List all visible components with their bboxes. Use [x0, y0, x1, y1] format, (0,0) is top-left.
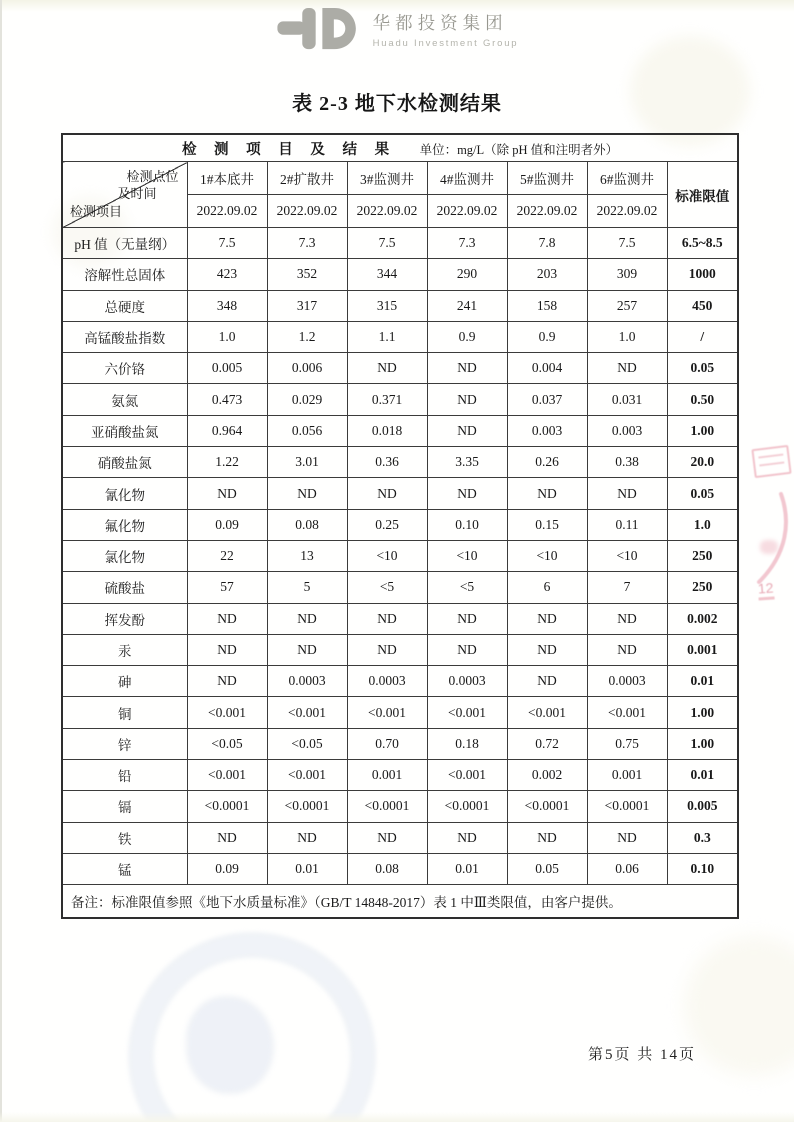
corner-cell: [62, 162, 187, 228]
value-cell: ND: [587, 603, 667, 634]
corner-label-time: 及时间: [117, 186, 157, 201]
value-cell: ND: [347, 822, 427, 853]
value-cell: 0.38: [587, 447, 667, 478]
limit-cell: 0.05: [667, 478, 738, 509]
value-cell: <0.001: [187, 697, 267, 728]
param-cell: 六价铬: [62, 353, 187, 384]
value-cell: 257: [587, 290, 667, 321]
value-cell: 0.11: [587, 509, 667, 540]
value-cell: 0.0003: [587, 666, 667, 697]
value-cell: 0.36: [347, 447, 427, 478]
value-cell: ND: [427, 634, 507, 665]
value-cell: ND: [427, 415, 507, 446]
value-cell: ND: [427, 384, 507, 415]
value-cell: 0.9: [507, 321, 587, 352]
table-row: [62, 791, 738, 822]
value-cell: ND: [187, 822, 267, 853]
scan-bottom-band: [0, 1112, 794, 1122]
value-cell: 5: [267, 572, 347, 603]
value-cell: ND: [507, 822, 587, 853]
value-cell: 3.01: [267, 447, 347, 478]
value-cell: 0.001: [347, 760, 427, 791]
value-cell: 317: [267, 290, 347, 321]
value-cell: <0.05: [187, 728, 267, 759]
stamp-fragment-box: [751, 445, 791, 478]
limit-cell: 450: [667, 290, 738, 321]
table-row: [62, 509, 738, 540]
table-row: [62, 447, 738, 478]
param-cell: 总硬度: [62, 290, 187, 321]
table-header-title: 检 测 项 目 及 结 果: [181, 141, 397, 158]
brand-name-en: Huadu Investment Group: [372, 37, 519, 49]
value-cell: 0.031: [587, 384, 667, 415]
value-cell: 0.09: [187, 509, 267, 540]
value-cell: 0.15: [507, 509, 587, 540]
value-cell: 0.9: [427, 321, 507, 352]
value-cell: 0.70: [347, 728, 427, 759]
value-cell: 0.72: [507, 728, 587, 759]
param-cell: 锰: [62, 853, 187, 884]
limit-cell: 0.001: [667, 634, 738, 665]
value-cell: 7.8: [507, 228, 587, 259]
value-cell: 0.003: [507, 415, 587, 446]
value-cell: 0.037: [507, 384, 587, 415]
value-cell: ND: [587, 634, 667, 665]
limit-header: 标准限值: [667, 162, 738, 228]
value-cell: ND: [347, 353, 427, 384]
value-cell: 0.0003: [427, 666, 507, 697]
value-cell: <10: [427, 540, 507, 571]
hd-logo-icon: [276, 7, 358, 51]
well-header-4: 4#监测井: [427, 162, 507, 195]
limit-cell: 0.05: [667, 353, 738, 384]
value-cell: ND: [587, 478, 667, 509]
limit-cell: 1000: [667, 259, 738, 290]
limit-cell: 0.01: [667, 666, 738, 697]
corner-label-param: 检测项目: [70, 204, 123, 219]
well-date-6: 2022.09.02: [587, 195, 667, 228]
stamp-fragment-curve: [747, 492, 793, 584]
value-cell: 1.2: [267, 321, 347, 352]
value-cell: <0.0001: [267, 791, 347, 822]
param-cell: 砷: [62, 666, 187, 697]
param-cell: 亚硝酸盐氮: [62, 415, 187, 446]
limit-cell: 250: [667, 540, 738, 571]
value-cell: 0.0003: [347, 666, 427, 697]
value-cell: ND: [427, 353, 507, 384]
table-row: [62, 478, 738, 509]
value-cell: 13: [267, 540, 347, 571]
param-cell: 氟化物: [62, 509, 187, 540]
value-cell: 0.371: [347, 384, 427, 415]
watermark-seal-emblem: [186, 996, 274, 1094]
table-row: [62, 853, 738, 884]
value-cell: ND: [187, 634, 267, 665]
limit-cell: 1.0: [667, 509, 738, 540]
value-cell: ND: [347, 634, 427, 665]
value-cell: <0.0001: [427, 791, 507, 822]
value-cell: <0.001: [427, 697, 507, 728]
value-cell: 7.3: [267, 228, 347, 259]
value-cell: 0.004: [507, 353, 587, 384]
table-row: [62, 415, 738, 446]
value-cell: ND: [187, 603, 267, 634]
value-cell: ND: [267, 478, 347, 509]
value-cell: 0.01: [267, 853, 347, 884]
value-cell: 290: [427, 259, 507, 290]
value-cell: 0.25: [347, 509, 427, 540]
param-cell: 氰化物: [62, 478, 187, 509]
value-cell: ND: [187, 666, 267, 697]
value-cell: ND: [347, 603, 427, 634]
table-row: [62, 540, 738, 571]
limit-cell: 0.50: [667, 384, 738, 415]
value-cell: ND: [187, 478, 267, 509]
value-cell: 344: [347, 259, 427, 290]
table-row: [62, 634, 738, 665]
value-cell: 0.964: [187, 415, 267, 446]
value-cell: 0.473: [187, 384, 267, 415]
value-cell: 0.018: [347, 415, 427, 446]
value-cell: ND: [427, 822, 507, 853]
value-cell: 0.06: [587, 853, 667, 884]
company-logo: [276, 7, 519, 51]
limit-cell: 0.3: [667, 822, 738, 853]
well-header-row: [62, 162, 738, 195]
well-header-2: 2#扩散井: [267, 162, 347, 195]
param-cell: 硝酸盐氮: [62, 447, 187, 478]
unit-note: 单位：mg/L（除 pH 值和注明者外）: [419, 142, 619, 157]
value-cell: ND: [427, 603, 507, 634]
param-cell: 硫酸盐: [62, 572, 187, 603]
value-cell: 3.35: [427, 447, 507, 478]
value-cell: 7.3: [427, 228, 507, 259]
well-header-3: 3#监测井: [347, 162, 427, 195]
value-cell: <10: [347, 540, 427, 571]
value-cell: <0.001: [267, 760, 347, 791]
limit-cell: 6.5~8.5: [667, 228, 738, 259]
value-cell: 1.1: [347, 321, 427, 352]
value-cell: ND: [507, 478, 587, 509]
limit-cell: 1.00: [667, 728, 738, 759]
value-cell: 352: [267, 259, 347, 290]
value-cell: 0.006: [267, 353, 347, 384]
limit-cell: 1.00: [667, 697, 738, 728]
value-cell: 315: [347, 290, 427, 321]
value-cell: <0.0001: [587, 791, 667, 822]
value-cell: 0.10: [427, 509, 507, 540]
limit-cell: 1.00: [667, 415, 738, 446]
well-header-1: 1#本底井: [187, 162, 267, 195]
value-cell: 348: [187, 290, 267, 321]
well-date-5: 2022.09.02: [507, 195, 587, 228]
note-row: [62, 885, 738, 919]
scan-left-edge: [0, 0, 2, 1122]
well-date-1: 2022.09.02: [187, 195, 267, 228]
value-cell: 309: [587, 259, 667, 290]
value-cell: ND: [507, 666, 587, 697]
value-cell: <0.001: [187, 760, 267, 791]
param-cell: 铅: [62, 760, 187, 791]
stamp-fragment-number: 12: [757, 579, 774, 600]
value-cell: <5: [347, 572, 427, 603]
value-cell: 0.75: [587, 728, 667, 759]
table-row: [62, 603, 738, 634]
param-cell: 氯化物: [62, 540, 187, 571]
value-cell: <0.001: [507, 697, 587, 728]
param-cell: 铁: [62, 822, 187, 853]
watermark-seal-ring: [128, 932, 376, 1122]
page-number: 第5页 共 14页: [588, 1047, 697, 1063]
value-cell: 0.003: [587, 415, 667, 446]
value-cell: <0.0001: [347, 791, 427, 822]
param-cell: 铜: [62, 697, 187, 728]
brand-name-cn: 华都投资集团: [372, 12, 508, 33]
value-cell: ND: [347, 478, 427, 509]
value-cell: 203: [507, 259, 587, 290]
well-date-4: 2022.09.02: [427, 195, 507, 228]
value-cell: 0.08: [347, 853, 427, 884]
table-row: [62, 384, 738, 415]
table-header-row: [62, 134, 738, 162]
param-cell: 高锰酸盐指数: [62, 321, 187, 352]
limit-cell: /: [667, 321, 738, 352]
value-cell: ND: [587, 353, 667, 384]
corner-label-point: 检测点位: [126, 169, 179, 184]
param-cell: 镉: [62, 791, 187, 822]
value-cell: 6: [507, 572, 587, 603]
table-row: [62, 228, 738, 259]
value-cell: ND: [267, 634, 347, 665]
document-title: 表 2-3 地下水检测结果: [292, 93, 502, 115]
value-cell: ND: [267, 603, 347, 634]
value-cell: 0.002: [507, 760, 587, 791]
value-cell: <10: [507, 540, 587, 571]
value-cell: ND: [507, 603, 587, 634]
value-cell: ND: [507, 634, 587, 665]
param-cell: 汞: [62, 634, 187, 665]
value-cell: <10: [587, 540, 667, 571]
param-cell: 溶解性总固体: [62, 259, 187, 290]
value-cell: 7.5: [587, 228, 667, 259]
table-header-cell: [62, 134, 738, 162]
limit-cell: 0.10: [667, 853, 738, 884]
value-cell: 0.0003: [267, 666, 347, 697]
value-cell: <0.001: [267, 697, 347, 728]
value-cell: 0.09: [187, 853, 267, 884]
value-cell: 57: [187, 572, 267, 603]
value-cell: 0.056: [267, 415, 347, 446]
value-cell: 7.5: [347, 228, 427, 259]
note-text: 备注：标准限值参照《地下水质量标准》（GB/T 14848-2017）表 1 中Ⅲ类限值，由客户提供。: [62, 885, 738, 919]
table-row: [62, 728, 738, 759]
param-cell: pH 值（无量纲）: [62, 228, 187, 259]
value-cell: ND: [587, 822, 667, 853]
value-cell: 158: [507, 290, 587, 321]
value-cell: 241: [427, 290, 507, 321]
value-cell: 0.029: [267, 384, 347, 415]
value-cell: ND: [267, 822, 347, 853]
table-row: [62, 290, 738, 321]
limit-cell: 0.002: [667, 603, 738, 634]
value-cell: ND: [427, 478, 507, 509]
value-cell: 0.26: [507, 447, 587, 478]
value-cell: 7: [587, 572, 667, 603]
value-cell: 0.01: [427, 853, 507, 884]
well-date-2: 2022.09.02: [267, 195, 347, 228]
value-cell: <0.001: [427, 760, 507, 791]
well-header-5: 5#监测井: [507, 162, 587, 195]
scan-artifact-blob: [684, 936, 794, 1076]
table-row: [62, 760, 738, 791]
limit-cell: 0.01: [667, 760, 738, 791]
value-cell: <0.0001: [187, 791, 267, 822]
limit-cell: 20.0: [667, 447, 738, 478]
limit-cell: 250: [667, 572, 738, 603]
param-cell: 锌: [62, 728, 187, 759]
table-row: [62, 259, 738, 290]
table-row: [62, 666, 738, 697]
value-cell: 423: [187, 259, 267, 290]
value-cell: 1.22: [187, 447, 267, 478]
value-cell: 22: [187, 540, 267, 571]
value-cell: 7.5: [187, 228, 267, 259]
brand-text-block: [373, 10, 519, 49]
well-header-6: 6#监测井: [587, 162, 667, 195]
table-row: [62, 321, 738, 352]
limit-cell: 0.005: [667, 791, 738, 822]
value-cell: 1.0: [187, 321, 267, 352]
value-cell: 0.08: [267, 509, 347, 540]
value-cell: 0.05: [507, 853, 587, 884]
table-row: [62, 822, 738, 853]
value-cell: 0.005: [187, 353, 267, 384]
value-cell: <0.0001: [507, 791, 587, 822]
table-row: [62, 353, 738, 384]
value-cell: 1.0: [587, 321, 667, 352]
value-cell: <5: [427, 572, 507, 603]
param-cell: 氨氮: [62, 384, 187, 415]
value-cell: <0.001: [347, 697, 427, 728]
results-table: [61, 133, 739, 919]
table-row: [62, 697, 738, 728]
value-cell: <0.001: [587, 697, 667, 728]
table-row: [62, 572, 738, 603]
well-date-3: 2022.09.02: [347, 195, 427, 228]
value-cell: 0.001: [587, 760, 667, 791]
param-cell: 挥发酚: [62, 603, 187, 634]
value-cell: 0.18: [427, 728, 507, 759]
stamp-fragment-smudge: [760, 540, 778, 554]
value-cell: <0.05: [267, 728, 347, 759]
